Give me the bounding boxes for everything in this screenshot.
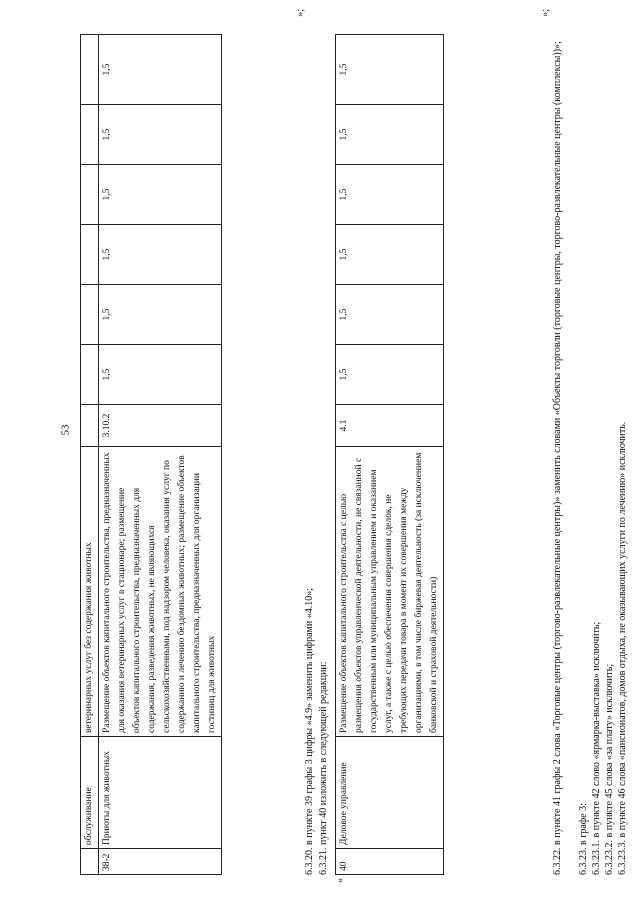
value-cell bbox=[81, 165, 99, 225]
paragraph-6-3-23-1: 6.3.23.1. в пункте 42 слово «ярмарка-выставка» исключить; bbox=[591, 621, 602, 875]
value-cell: 1,5 bbox=[99, 225, 222, 285]
use-code-cell: 3.10.2 bbox=[99, 405, 222, 447]
paragraph-6-3-21: 6.3.21. пункт 40 изложить в следующей редакции: bbox=[318, 661, 329, 875]
value-cell: 1,5 bbox=[99, 35, 222, 105]
value-cell: 1,5 bbox=[336, 285, 444, 345]
land-use-table-part-1 bbox=[80, 34, 222, 875]
value-cell: 1,5 bbox=[336, 105, 444, 165]
row-number-cell: 38-2 bbox=[99, 849, 222, 875]
value-cell bbox=[81, 35, 99, 105]
value-cell: 1,5 bbox=[336, 225, 444, 285]
closing-quote: »; bbox=[540, 9, 551, 17]
value-cell: 1,5 bbox=[99, 165, 222, 225]
use-description-cell: Размещение объектов капитального строительства, предназначенных для оказания ветеринарных услуг в стационаре; размещение объектов капитального строительства, предназначенных для содержания, разведения животных, не являющихся сельскохозяйственными, под надзором человека, оказания услуг по содержанию и лечению бездомных животных; размещение объектов капитального строительства, предназначенных для организации гостиниц для животных bbox=[99, 447, 222, 737]
paragraph-6-3-23: 6.3.23. в графе 3: bbox=[578, 803, 589, 875]
table-row bbox=[99, 35, 222, 875]
paragraph-6-3-23-2: 6.3.23.2. в пункте 45 слова «за плату» исключить; bbox=[604, 663, 615, 875]
paragraph-6-3-20: 6.3.20. в пункте 39 графы 3 цифры «4.9» заменить цифрами «4.10»; bbox=[304, 588, 315, 875]
land-use-table-part-2 bbox=[335, 34, 444, 875]
page-number: 53 bbox=[59, 424, 72, 436]
use-code-cell: 4.1 bbox=[336, 405, 444, 447]
value-cell: 1,5 bbox=[99, 345, 222, 405]
value-cell: 1,5 bbox=[336, 345, 444, 405]
opening-quote: « bbox=[335, 878, 346, 883]
value-cell bbox=[81, 225, 99, 285]
value-cell bbox=[81, 345, 99, 405]
use-name-cell: обслуживание bbox=[81, 737, 99, 849]
use-description-cell: Размещение объектов капитального строительства с целью размещения объектов управленческой деятельности, не связанной с государственным или муниципальным управлением и оказанием услуг, а также с целью обеспечения совершения сделок, не требующих передачи товара в момент их совершения между организациями, в том числе биржевая деятельность (за исключением банковской и страховой деятельности) bbox=[336, 447, 444, 737]
value-cell: 1,5 bbox=[99, 285, 222, 345]
table-row bbox=[336, 35, 444, 875]
rotated-page-content bbox=[45, 5, 628, 883]
use-description-cell: ветеринарных услуг без содержания животных bbox=[81, 447, 99, 737]
use-code-cell bbox=[81, 405, 99, 447]
use-name-cell: Приюты для животных bbox=[99, 737, 222, 849]
paragraph-6-3-23-3: 6.3.23.3. в пункте 46 слова «пансионатов, домов отдыха, не оказывающих услуги по лечению» исключить. bbox=[617, 421, 628, 875]
value-cell: 1,5 bbox=[336, 35, 444, 105]
value-cell: 1,5 bbox=[99, 105, 222, 165]
row-number-cell: 40 bbox=[336, 849, 444, 875]
value-cell bbox=[81, 105, 99, 165]
value-cell bbox=[81, 285, 99, 345]
table-row bbox=[81, 35, 99, 875]
value-cell: 1,5 bbox=[336, 165, 444, 225]
closing-quote: »; bbox=[295, 9, 306, 17]
paragraph-6-3-22: 6.3.22. в пункте 41 графы 2 слова «Торговые центры (торгово-развлекательные центры)» заменить словами «Объекты торговли (торговые центры, торгово-развлекательные центры (комплексы))»; bbox=[552, 41, 563, 875]
row-number-cell bbox=[81, 849, 99, 875]
use-name-cell: Деловое управление bbox=[336, 737, 444, 849]
